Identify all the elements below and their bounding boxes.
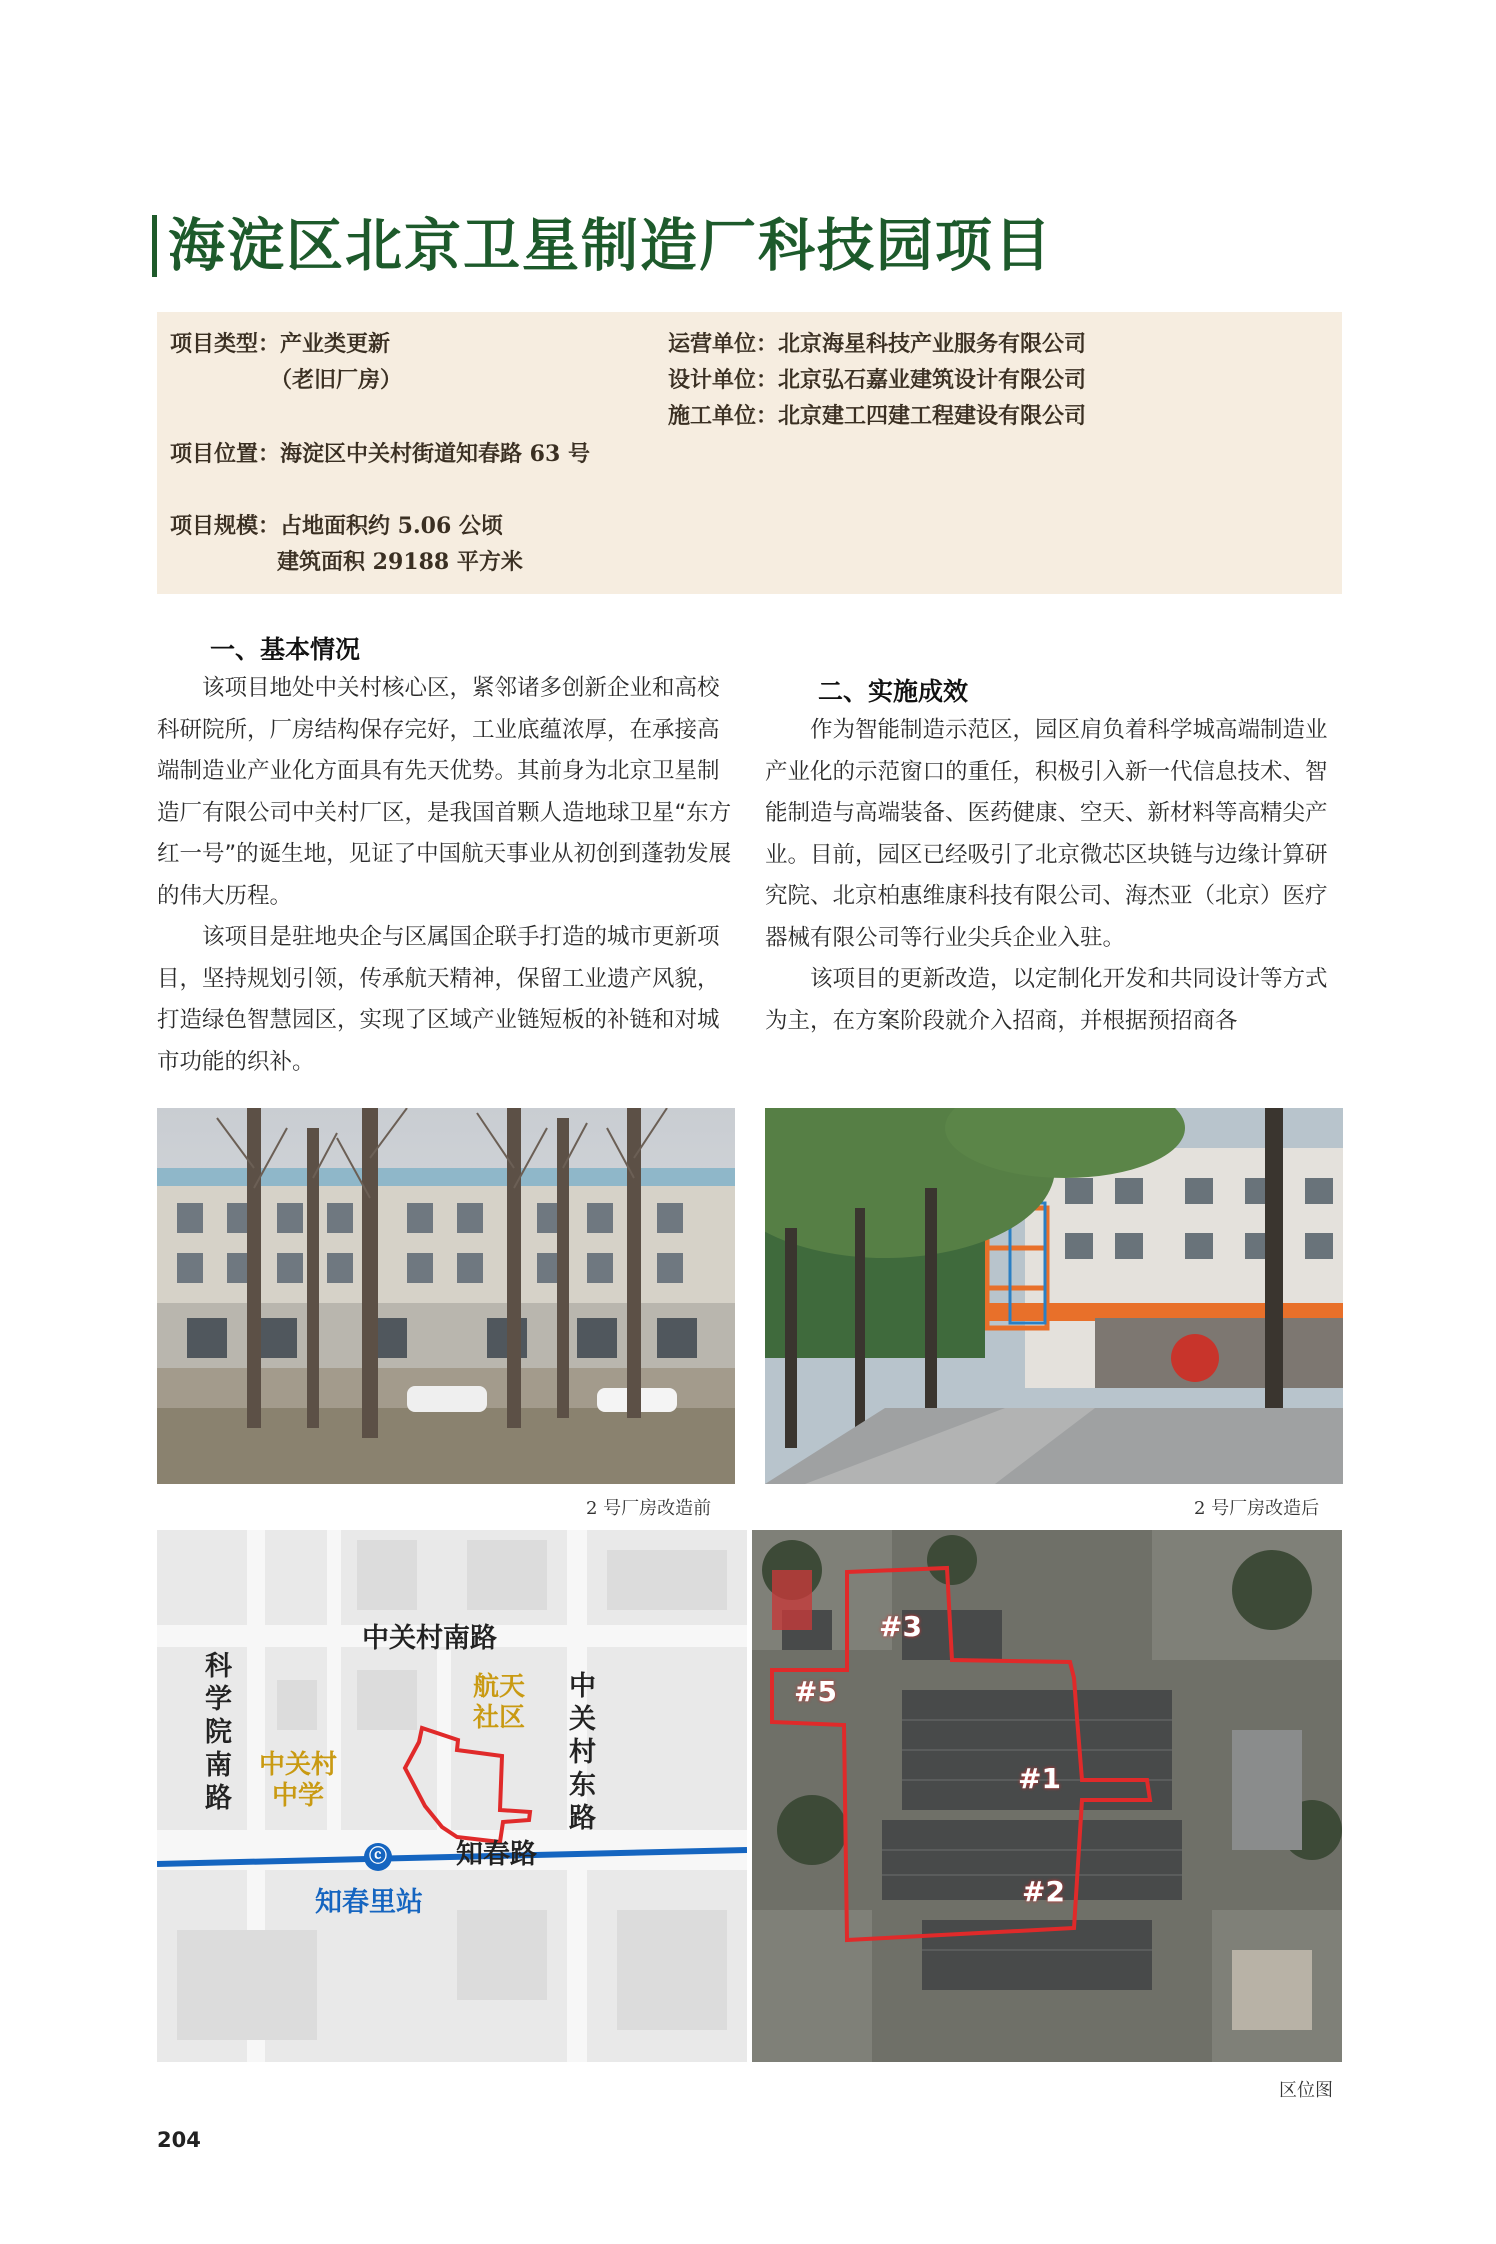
photo-before-renovation: [157, 1108, 735, 1484]
project-scale: [170, 508, 503, 544]
satellite-label-5: #5: [794, 1675, 837, 1708]
map-label-hangtian-community: 航天社区: [473, 1672, 526, 1733]
project-type-value: 产业类更新: [280, 331, 391, 357]
satellite-label-2: #2: [1022, 1875, 1065, 1908]
section-2-paragraph-2: 该项目的更新改造，以定制化开发和共同设计等方式为主，在方案阶段就介入招商，并根据预招商各: [765, 966, 1328, 1034]
designer-label: 设计单位：: [668, 367, 779, 393]
title-accent-bar: [152, 215, 157, 277]
map-label-zgc-middle-school: 中关村中学: [258, 1750, 337, 1811]
section-2-paragraph-1: 作为智能制造示范区，园区肩负着科学城高端制造业产业化的示范窗口的重任，积极引入新一代信息技术、智能制造与高端装备、医药健康、空天、新材料等高精尖产业。目前，园区已经吸引了北京微芯区块链与边缘计算研究院、北京柏惠维康科技有限公司、海杰亚（北京）医疗器械有限公司等行业尖兵企业入驻。: [765, 717, 1328, 951]
map-base: [157, 1530, 747, 2062]
project-scale-value-1: 占地面积约 5.06 公顷: [280, 513, 503, 539]
satellite-label-3: #3: [879, 1610, 922, 1643]
operator-label: 运营单位：: [668, 331, 779, 357]
section-1-body: [157, 668, 735, 1083]
map-label-kxy-south-road: 科学院南路: [205, 1651, 232, 1814]
satellite-base: [752, 1530, 1342, 2062]
project-type-sub: （老旧厂房）: [270, 367, 403, 393]
section-1-heading: 一、基本情况: [210, 635, 361, 664]
designer-value: 北京弘石嘉业建筑设计有限公司: [778, 367, 1087, 393]
photo-after-renovation: [765, 1108, 1343, 1484]
location-map: [157, 1530, 747, 2062]
project-location: [170, 436, 590, 472]
project-location-label: 项目位置：: [170, 441, 281, 467]
map-label-zgc-south-road: 中关村南路: [362, 1623, 497, 1654]
satellite-image: [752, 1530, 1342, 2062]
project-scale-label: 项目规模：: [170, 513, 281, 539]
operator: [668, 326, 1086, 362]
page-number: 204: [157, 2128, 201, 2152]
photo-after-image: [765, 1108, 1343, 1484]
section-2-body: [765, 710, 1343, 1042]
caption-location: 区位图: [1279, 2080, 1333, 2101]
metro-station-icon: ⓒ: [364, 1843, 392, 1871]
operator-value: 北京海星科技产业服务有限公司: [778, 331, 1087, 357]
project-location-value: 海淀区中关村街道知春路 63 号: [280, 441, 590, 467]
builder-value: 北京建工四建工程建设有限公司: [778, 403, 1087, 429]
page-title: 海淀区北京卫星制造厂科技园项目: [168, 213, 1053, 279]
project-type: [170, 326, 390, 362]
section-1-paragraph-1: 该项目地处中关村核心区，紧邻诸多创新企业和高校科研院所，厂房结构保存完好，工业底蕴浓厚，在承接高端制造业产业化方面具有先天优势。其前身为北京卫星制造厂有限公司中关村厂区，是我国首颗人造地球卫星“东方红一号”的诞生地，见证了中国航天事业从初创到蓬勃发展的伟大历程。: [157, 675, 732, 909]
map-label-zhichun-road: 知春路: [456, 1839, 537, 1870]
project-scale-value-2: 建筑面积 29188 平方米: [277, 549, 523, 575]
satellite-label-1: #1: [1018, 1762, 1061, 1795]
project-type-label: 项目类型：: [170, 331, 281, 357]
map-label-zgc-east-road: 中关村东路: [569, 1671, 596, 1834]
photo-before-image: [157, 1108, 735, 1484]
section-2-heading: 二、实施成效: [818, 677, 969, 706]
caption-after: 2 号厂房改造后: [1194, 1498, 1320, 1519]
designer: [668, 362, 1086, 398]
builder: [668, 398, 1086, 434]
caption-before: 2 号厂房改造前: [586, 1498, 712, 1519]
section-1-paragraph-2: 该项目是驻地央企与区属国企联手打造的城市更新项目，坚持规划引领，传承航天精神，保留工业遗产风貌，打造绿色智慧园区，实现了区域产业链短板的补链和对城市功能的织补。: [157, 924, 720, 1075]
map-label-zhichunli-station: 知春里站: [315, 1887, 423, 1918]
builder-label: 施工单位：: [668, 403, 779, 429]
